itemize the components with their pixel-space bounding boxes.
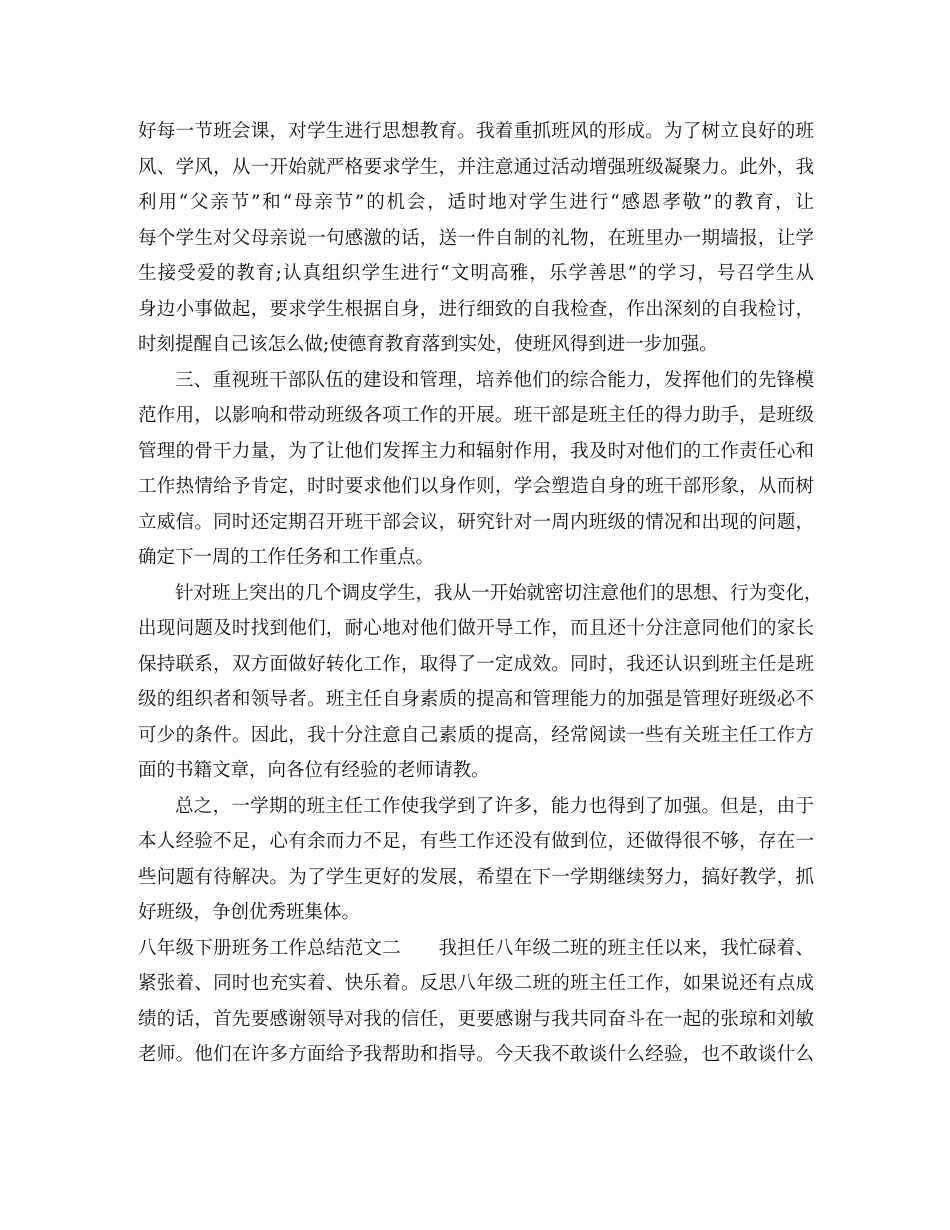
text-line: 绩的话，首先要感谢领导对我的信任，更要感谢与我共同奋斗在一起的张琼和刘敏 bbox=[138, 1008, 814, 1030]
text-line: 利用“父亲节”和“母亲节”的机会，适时地对学生进行“感恩孝敬”的教育，让 bbox=[138, 192, 814, 213]
text-line: 好班级，争创优秀班集体。 bbox=[138, 902, 361, 923]
text-line: 三、重视班干部队伍的建设和管理，培养他们的综合能力，发挥他们的先锋模 bbox=[175, 369, 814, 391]
text-line: 可少的条件。因此，我十分注意自己素质的提高，经常阅读一些有关班主任工作方 bbox=[138, 724, 814, 746]
text-line: 级的组织者和领导者。班主任自身素质的提高和管理能力的加强是管理好班级必不 bbox=[138, 689, 814, 710]
text-line: 立威信。同时还定期召开班干部会议，研究针对一周内班级的情况和出现的问题， bbox=[138, 511, 814, 533]
text-line: 保持联系，双方面做好转化工作，取得了一定成效。同时，我还认识到班主任是班 bbox=[138, 653, 814, 675]
text-line: 范作用，以影响和带动班级各项工作的开展。班干部是班主任的得力助手，是班级 bbox=[138, 405, 814, 426]
text-line: 好每一节班会课，对学生进行思想教育。我着重抓班风的形成。为了树立良好的班 bbox=[138, 121, 814, 142]
text-line: 时刻提醒自己该怎么做;使德育教育落到实处，使班风得到进一步加强。 bbox=[138, 334, 718, 355]
text-line: 每个学生对父母亲说一句感激的话，送一件自制的礼物，在班里办一期墙报，让学 bbox=[138, 227, 814, 249]
text-line: 风、学风，从一开始就严格要求学生，并注意通过活动增强班级凝聚力。此外，我 bbox=[138, 156, 814, 178]
text-line: 总之，一学期的班主任工作使我学到了许多，能力也得到了加强。但是，由于 bbox=[175, 795, 814, 817]
text-line: 身边小事做起，要求学生根据自身，进行细致的自我检查，作出深刻的自我检讨， bbox=[138, 298, 814, 320]
text-line: 紧张着、同时也充实着、快乐着。反思八年级二班的班主任工作，如果说还有点成 bbox=[138, 973, 814, 994]
text-line: 生接受爱的教育;认真组织学生进行“文明高雅，乐学善思”的学习，号召学生从 bbox=[138, 263, 814, 284]
text-line: 确定下一周的工作任务和工作重点。 bbox=[138, 547, 435, 568]
text-line: 本人经验不足，心有余而力不足，有些工作还没有做到位，还做得很不够，存在一 bbox=[138, 831, 814, 852]
text-line: 八年级下册班务工作总结范文二 我担任八年级二班的班主任以来，我忙碌着、 bbox=[138, 937, 814, 959]
text-line: 些问题有待解决。为了学生更好的发展，希望在下一学期继续努力，搞好教学，抓 bbox=[138, 866, 814, 888]
text-line: 出现问题及时找到他们，耐心地对他们做开导工作，而且还十分注意同他们的家长 bbox=[138, 618, 814, 639]
text-line: 针对班上突出的几个调皮学生，我从一开始就密切注意他们的思想、行为变化， bbox=[175, 582, 823, 604]
document-body bbox=[138, 114, 823, 1073]
text-line: 工作热情给予肯定，时时要求他们以身作则，学会塑造自身的班干部形象，从而树 bbox=[138, 476, 814, 497]
text-line: 面的书籍文章，向各位有经验的老师请教。 bbox=[138, 760, 490, 781]
text-line: 老师。他们在许多方面给予我帮助和指导。今天我不敢谈什么经验，也不敢谈什么 bbox=[138, 1044, 814, 1065]
text-line: 管理的骨干力量，为了让他们发挥主力和辐射作用，我及时对他们的工作责任心和 bbox=[138, 440, 814, 462]
